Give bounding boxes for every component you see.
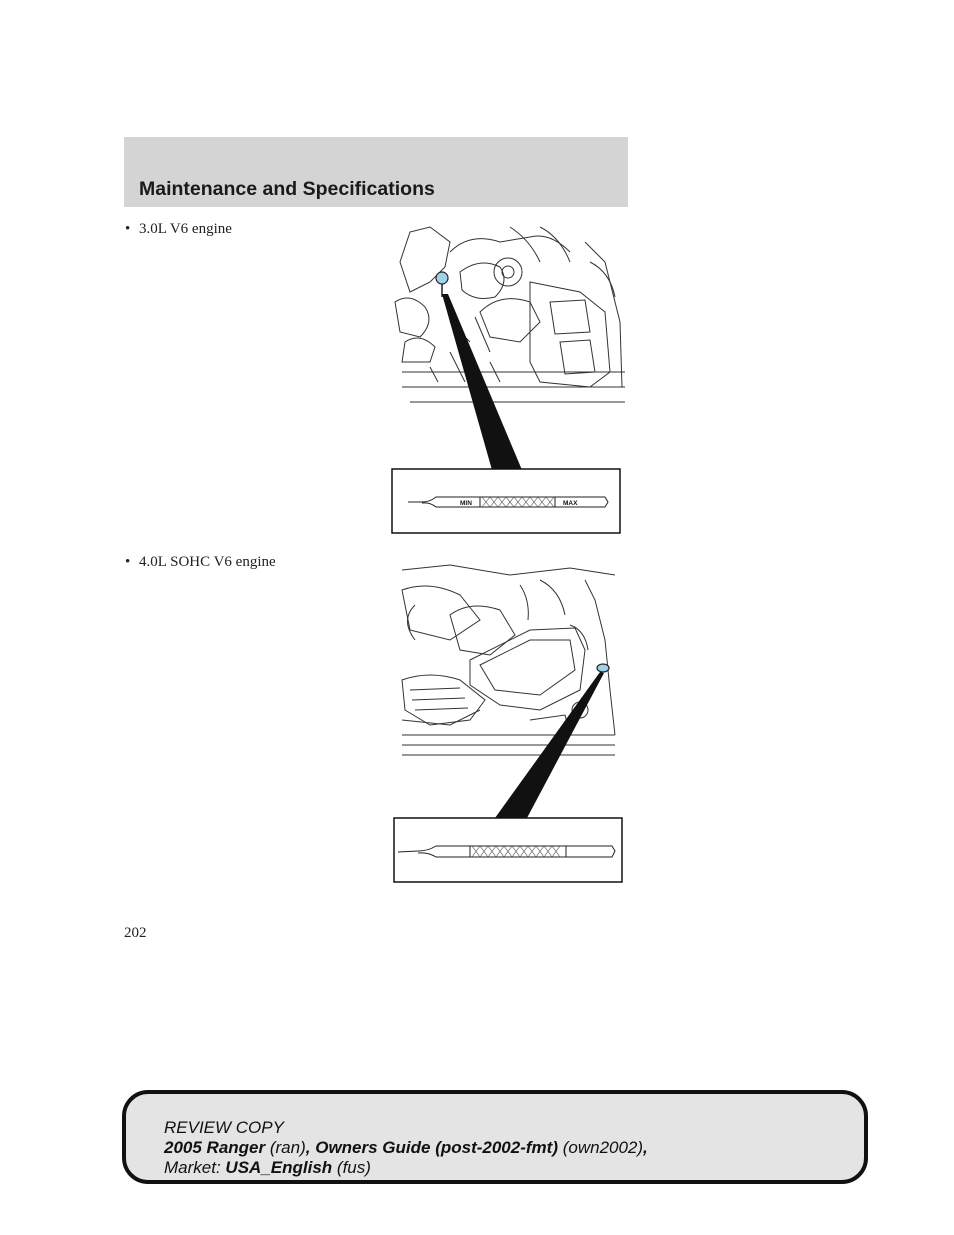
- footer-text: [164, 1118, 648, 1178]
- footer-model: 2005 Ranger: [164, 1138, 266, 1157]
- dipstick-min-label: MIN: [460, 500, 472, 507]
- bullet-dot-icon: •: [125, 221, 131, 237]
- review-copy-footer: [122, 1090, 868, 1184]
- footer-sep-2: ,: [643, 1138, 648, 1157]
- bullet-item-40l: [125, 554, 276, 571]
- dipstick-inset-frame: [392, 469, 620, 533]
- footer-sep-1: ,: [305, 1138, 316, 1157]
- footer-guide-code: (own2002): [562, 1138, 644, 1157]
- footer-line-2: [164, 1138, 648, 1158]
- bullet-label: 3.0L V6 engine: [139, 221, 232, 237]
- footer-market: USA_English: [225, 1158, 333, 1177]
- dipstick-handle-icon: [597, 664, 609, 672]
- footer-market-label: Market:: [164, 1158, 221, 1177]
- dipstick-max-label: MAX: [563, 500, 578, 507]
- engine-30l-illustration: [390, 222, 630, 537]
- dipstick-handle-icon: [436, 272, 448, 284]
- footer-model-code: (ran): [269, 1138, 306, 1157]
- section-header-band: [124, 137, 628, 207]
- bullet-dot-icon: •: [125, 554, 131, 570]
- bullet-item-30l: [125, 221, 232, 238]
- bullet-label: 4.0L SOHC V6 engine: [139, 554, 276, 570]
- footer-line-3: [164, 1158, 648, 1178]
- page-number: 202: [124, 925, 147, 941]
- engine-40l-illustration: [390, 560, 630, 887]
- footer-guide: Owners Guide (post-2002-fmt): [315, 1138, 558, 1157]
- footer-market-code: (fus): [336, 1158, 371, 1177]
- footer-review-label: REVIEW COPY: [164, 1118, 284, 1137]
- section-title: Maintenance and Specifications: [139, 178, 435, 200]
